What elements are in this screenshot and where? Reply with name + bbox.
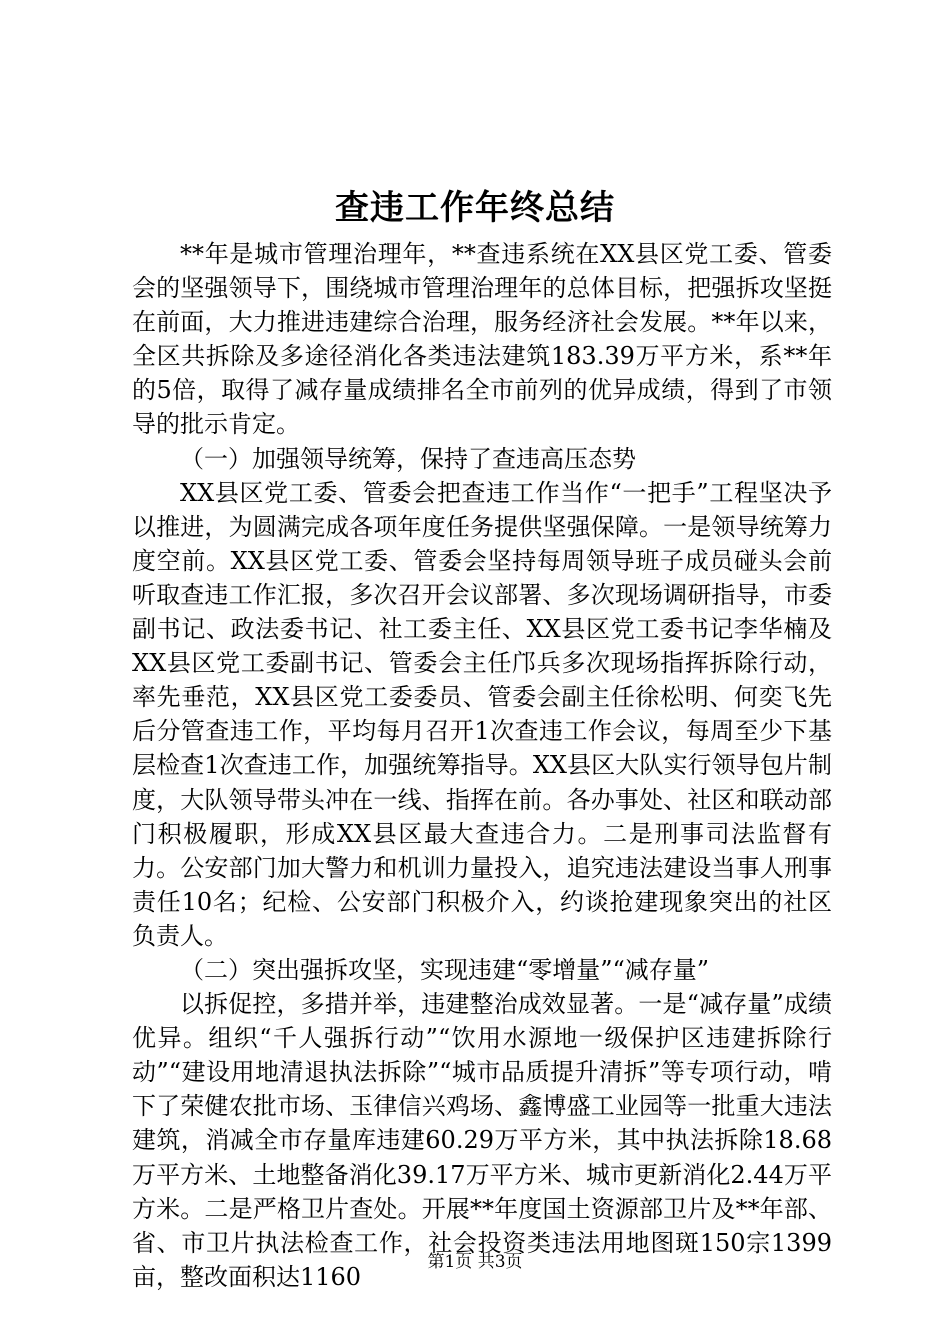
document-body bbox=[132, 237, 832, 1294]
body-paragraph: 以拆促控，多措并举，违建整治成效显著。一是“减存量”成绩优异。组织“千人强拆行动”“饮用水源地一级保护区违建拆除行动”“建设用地清退执法拆除”“城市品质提升清拆”等专项行动，啃下了荣健农批市场、玉律信兴鸡场、鑫博盛工业园等一批重大违法建筑，消减全市存量库违建60.29万平方米，其中执法拆除18.68万平方米、土地整备消化39.17万平方米、城市更新消化2.44万平方米。二是严格卫片查处。开展**年度国土资源部卫片及**年部、省、市卫片执法检查工作，社会投资类违法用地图斑150宗1399亩，整改面积达1160 bbox=[132, 990, 832, 1291]
document-title: 查违工作年终总结 bbox=[335, 188, 615, 228]
section-heading: （一）加强领导统筹，保持了查违高压态势 bbox=[180, 444, 636, 473]
page-number-footer: 第1页 共3页 bbox=[427, 1252, 523, 1272]
body-paragraph: **年是城市管理治理年，**查违系统在XX县区党工委、管委会的坚强领导下，围绕城市管理治理年的总体目标，把强拆攻坚挺在前面，大力推进违建综合治理，服务经济社会发展。**年以来，全区共拆除及多途径消化各类违法建筑183.39万平方米，系**年的5倍，取得了减存量成绩排名全市前列的优异成绩，得到了市领导的批示肯定。 bbox=[132, 240, 832, 439]
body-paragraph: XX县区党工委、管委会把查违工作当作“一把手”工程坚决予以推进，为圆满完成各项年度任务提供坚强保障。一是领导统筹力度空前。XX县区党工委、管委会坚持每周领导班子成员碰头会前听取查违工作汇报，多次召开会议部署、多次现场调研指导，市委副书记、政法委书记、社工委主任、XX县区党工委书记李华楠及XX县区党工委副书记、管委会主任邝兵多次现场指挥拆除行动，率先垂范，XX县区党工委委员、管委会副主任徐松明、何奕飞先后分管查违工作，平均每月召开1次查违工作会议，每周至少下基层检查1次查违工作，加强统筹指导。XX县区大队实行领导包片制度，大队领导带头冲在一线、指挥在前。各办事处、社区和联动部门积极履职，形成XX县区最大查违合力。二是刑事司法监督有力。公安部门加大警力和机训力量投入，追究违法建设当事人刑事责任10名；纪检、公安部门积极介入，约谈抢建现象突出的社区负责人。 bbox=[132, 478, 832, 950]
section-heading: （二）突出强拆攻坚，实现违建“零增量”“减存量” bbox=[180, 955, 710, 984]
